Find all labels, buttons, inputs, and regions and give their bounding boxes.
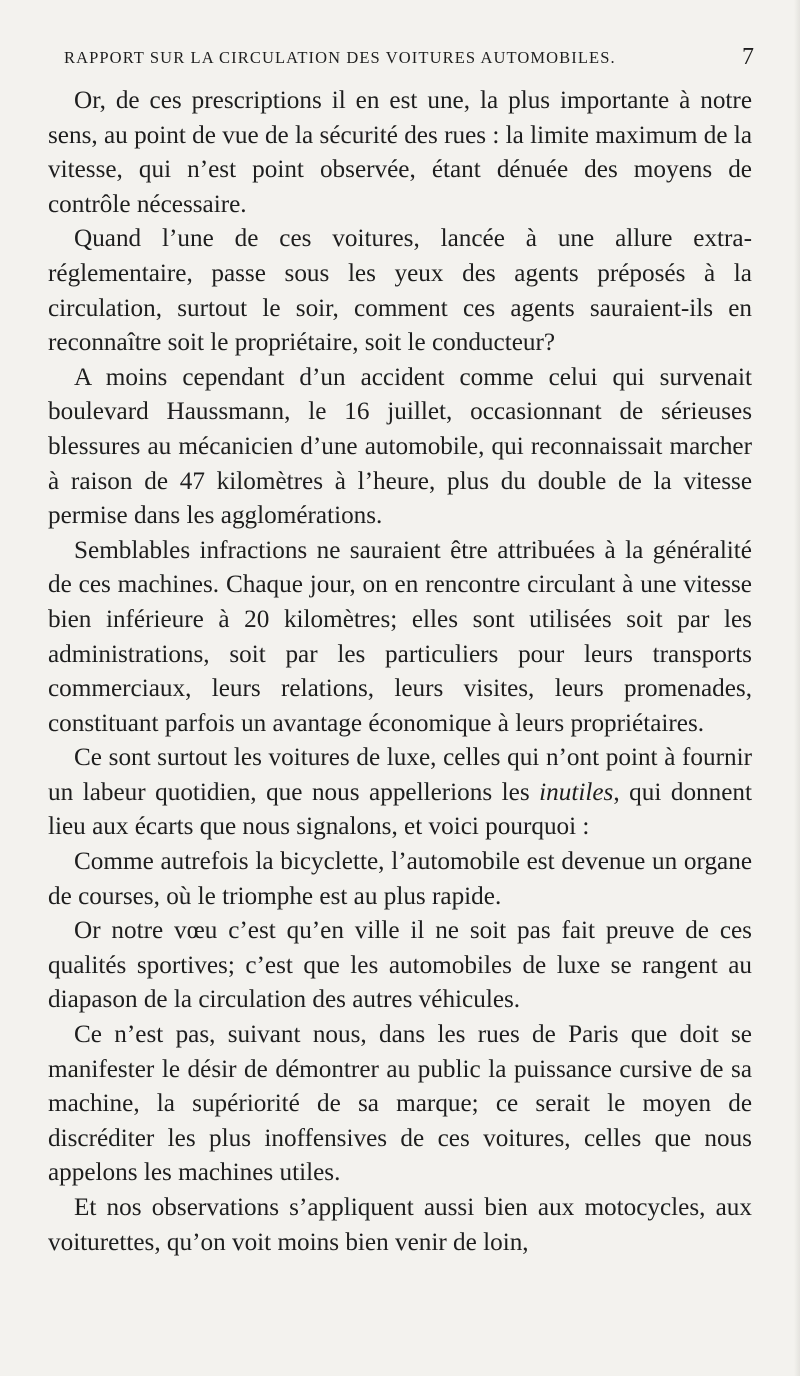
paragraph: Ce sont surtout les voitures de luxe, celles qui n’ont point à fournir un labeur quotidien, que nous appellerions les inutiles, qui donnent lieu aux écarts que nous signalons, et voici pourquoi :	[48, 744, 752, 841]
body-text	[48, 84, 752, 1260]
page-edge-shadow	[794, 0, 800, 1376]
paragraph: Or notre vœu c’est qu’en ville il ne soit pas fait preuve de ces qualités sportives; c’est que les automobiles de luxe se rangent au diapason de la circulation des autres véhicules.	[48, 917, 752, 1014]
running-title: RAPPORT SUR LA CIRCULATION DES VOITURES AUTOMOBILES.	[64, 48, 616, 67]
paragraph: A moins cependant d’un accident comme celui qui survenait boulevard Haussmann, le 16 juillet, occasionnant de sérieuses blessures au mécanicien d’une automobile, qui reconnaissait marcher à raison de 47 kilomètres à l’heure, plus du double de la vitesse permise dans les agglomérations.	[48, 363, 752, 530]
page-number: 7	[742, 44, 754, 70]
running-head	[64, 44, 754, 70]
paragraph: Ce n’est pas, suivant nous, dans les rues de Paris que doit se manifester le désir de démontrer au public la puissance cursive de sa machine, la supériorité de sa marque; ce serait le moyen de discréditer les plus inoffensives de ces voitures, celles que nous appelons les machines utiles.	[48, 1021, 752, 1187]
paragraph: Comme autrefois la bicyclette, l’automobile est devenue un organe de courses, où le triomphe est au plus rapide.	[48, 848, 752, 910]
paragraph: Et nos observations s’appliquent aussi bien aux motocycles, aux voiturettes, qu’on voit moins bien venir de loin,	[48, 1194, 752, 1256]
paragraph: Or, de ces prescriptions il en est une, la plus importante à notre sens, au point de vue de la sécurité des rues : la limite maximum de la vitesse, qui n’est point observée, étant dénuée des moyens de contrôle nécessaire.	[48, 87, 752, 218]
paragraph: Quand l’une de ces voitures, lancée à une allure extra-réglementaire, passe sous les yeux des agents préposés à la circulation, surtout le soir, comment ces agents sauraient-ils en reconnaître soit le propriétaire, soit le conducteur?	[48, 225, 752, 357]
paragraph: Semblables infractions ne sauraient être attribuées à la généralité de ces machines. Chaque jour, on en rencontre circulant à une vitesse bien inférieure à 20 kilomètres; elles sont utilisées soit par les administrations, soit par les particuliers pour leurs transports commerciaux, leurs relations, leurs visites, leurs promenades, constituant parfois un avantage économique à leurs propriétaires.	[48, 536, 752, 737]
